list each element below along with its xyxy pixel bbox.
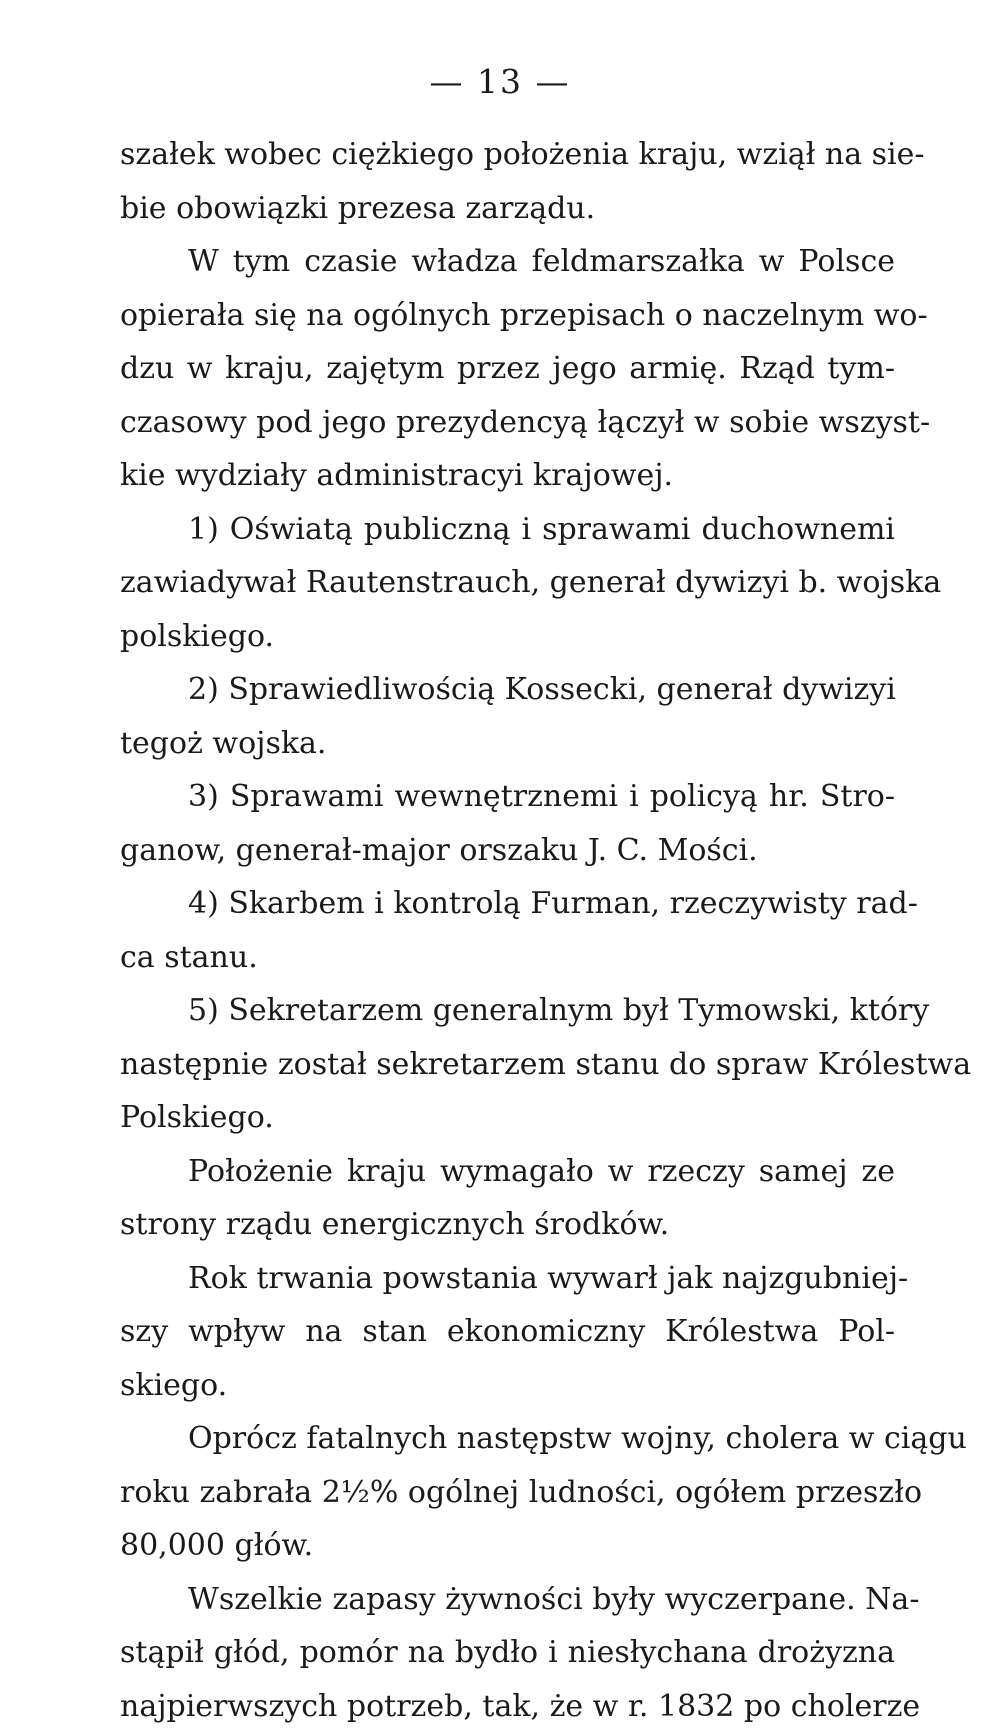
- text-line: Wszelkie zapasy żywności były wyczerpane. Na-: [120, 1573, 895, 1627]
- text-line: strony rządu energicznych środków.: [120, 1198, 895, 1252]
- text-line: bie obowiązki prezesa zarządu.: [120, 182, 895, 236]
- text-line: 1) Oświatą publiczną i sprawami duchownemi: [120, 503, 895, 557]
- text-line: ganow, generał-major orszaku J. C. Mości.: [120, 824, 895, 878]
- text-line: szałek wobec ciężkiego położenia kraju, wziął na sie-: [120, 128, 895, 182]
- text-line: 5) Sekretarzem generalnym był Tymowski, który: [120, 984, 895, 1038]
- text-line: W tym czasie władza feldmarszałka w Polsce: [120, 235, 895, 289]
- text-line: szy wpływ na stan ekonomiczny Królestwa Pol-: [120, 1305, 895, 1359]
- text-line: czasowy pod jego prezydencyą łączył w sobie wszyst-: [120, 396, 895, 450]
- text-line: Polskiego.: [120, 1091, 895, 1145]
- text-line: opierała się na ogólnych przepisach o naczelnym wo-: [120, 289, 895, 343]
- text-line: ca stanu.: [120, 931, 895, 985]
- text-line: Oprócz fatalnych następstw wojny, cholera w ciągu: [120, 1412, 895, 1466]
- text-line: 80,000 głów.: [120, 1519, 895, 1573]
- text-line: tegoż wojska.: [120, 717, 895, 771]
- text-line: kie wydziały administracyi krajowej.: [120, 449, 895, 503]
- text-line: dzu w kraju, zajętym przez jego armię. Rząd tym-: [120, 342, 895, 396]
- text-line: Położenie kraju wymagało w rzeczy samej ze: [120, 1145, 895, 1199]
- body-text: [120, 128, 895, 1733]
- text-line: roku zabrała 2½% ogólnej ludności, ogółem przeszło: [120, 1466, 895, 1520]
- text-line: skiego.: [120, 1359, 895, 1413]
- text-line: 2) Sprawiedliwością Kossecki, generał dywizyi: [120, 663, 895, 717]
- text-line: najpierwszych potrzeb, tak, że w r. 1832 po cholerze: [120, 1680, 895, 1733]
- text-line: Rok trwania powstania wywarł jak najzgubniej-: [120, 1252, 895, 1306]
- page-number: — 13 —: [0, 62, 1000, 101]
- text-line: następnie został sekretarzem stanu do spraw Królestwa: [120, 1038, 895, 1092]
- text-line: 4) Skarbem i kontrolą Furman, rzeczywisty rad-: [120, 877, 895, 931]
- text-line: zawiadywał Rautenstrauch, generał dywizyi b. wojska: [120, 556, 895, 610]
- text-line: polskiego.: [120, 610, 895, 664]
- text-line: 3) Sprawami wewnętrznemi i policyą hr. Stro-: [120, 770, 895, 824]
- text-line: stąpił głód, pomór na bydło i niesłychana drożyzna: [120, 1626, 895, 1680]
